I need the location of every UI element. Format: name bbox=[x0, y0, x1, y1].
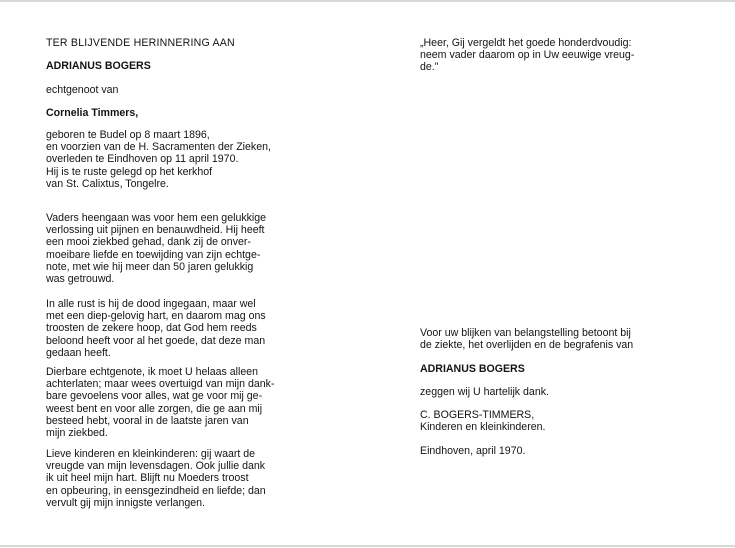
paragraph-line: verlossing uit pijnen en benauwdheid. Hij heeft bbox=[46, 224, 265, 237]
paragraph-line: vervult gij mijn innigste verlangen. bbox=[46, 496, 205, 509]
paragraph-line: ik uit heel mijn hart. Blijft nu Moeders troost bbox=[46, 472, 249, 485]
bio-block bbox=[46, 129, 271, 190]
paragraph-line: bare gevoelens voor alles, wat ge voor mij ge- bbox=[46, 390, 263, 403]
quote-line: neem vader daarom op in Uw eeuwige vreug- bbox=[420, 49, 635, 62]
paragraph-4 bbox=[46, 448, 266, 509]
paragraph-line: mijn ziekbed. bbox=[46, 427, 108, 440]
deceased-name: ADRIANUS BOGERS bbox=[46, 60, 151, 72]
bio-line: van St. Calixtus, Tongelre. bbox=[46, 177, 169, 190]
deceased-name-right: ADRIANUS BOGERS bbox=[420, 363, 525, 375]
thanks-intro-line: Voor uw blijken van belangstelling betoont bij bbox=[420, 327, 631, 339]
signature-line: C. BOGERS-TIMMERS, bbox=[420, 409, 535, 421]
paragraph-1 bbox=[46, 212, 266, 285]
paragraph-line: was getrouwd. bbox=[46, 273, 115, 286]
place-date: Eindhoven, april 1970. bbox=[420, 445, 526, 457]
paragraph-line: met een diep-gelovig hart, en daarom mag ons bbox=[46, 310, 266, 323]
paragraph-line: beloond heeft voor al het goede, dat deze man bbox=[46, 334, 266, 347]
quote-line: de." bbox=[420, 61, 439, 74]
thanks-text: zeggen wij U hartelijk dank. bbox=[420, 386, 549, 398]
spouse-name: Cornelia Timmers, bbox=[46, 107, 139, 119]
paragraph-line: In alle rust is hij de dood ingegaan, maar wel bbox=[46, 298, 256, 310]
card-bottom-edge bbox=[0, 545, 735, 547]
bio-line: overleden te Eindhoven op 11 april 1970. bbox=[46, 153, 239, 166]
paragraph-line: note, met wie hij meer dan 50 jaren gelukkig bbox=[46, 260, 254, 273]
heading: TER BLIJVENDE HERINNERING AAN bbox=[46, 37, 235, 49]
paragraph-line: Lieve kinderen en kleinkinderen: gij waart de bbox=[46, 448, 256, 460]
paragraph-line: moeibare liefde en toewijding van zijn echtge- bbox=[46, 248, 261, 261]
paragraph-line: troosten de zekere hoop, dat God hem reeds bbox=[46, 322, 257, 335]
paragraph-line: achterlaten; maar wees overtuigd van mijn dank- bbox=[46, 378, 275, 391]
thanks-intro bbox=[420, 327, 633, 351]
signature-line: Kinderen en kleinkinderen. bbox=[420, 421, 546, 434]
paragraph-line: weest bent en voor alle zorgen, die ge aan mij bbox=[46, 402, 263, 415]
paragraph-line: Dierbare echtgenote, ik moet U helaas alleen bbox=[46, 366, 258, 378]
relation-text: echtgenoot van bbox=[46, 84, 119, 96]
paragraph-line: Vaders heengaan was voor hem een gelukkige bbox=[46, 212, 267, 224]
paragraph-line: besteed hebt, vooral in de laatste jaren van bbox=[46, 414, 249, 427]
quote-line: „Heer, Gij vergeldt het goede honderdvoudig: bbox=[420, 37, 632, 49]
paragraph-2 bbox=[46, 298, 266, 359]
signature-block bbox=[420, 409, 545, 433]
thanks-intro-line: de ziekte, het overlijden en de begrafenis van bbox=[420, 339, 634, 352]
paragraph-line: vreugde van mijn levensdagen. Ook jullie dank bbox=[46, 460, 266, 473]
card-top-edge bbox=[0, 0, 735, 2]
bio-line: Hij is te ruste gelegd op het kerkhof bbox=[46, 165, 213, 178]
quote-block bbox=[420, 37, 634, 74]
paragraph-line: een mooi ziekbed gehad, dank zij de onver- bbox=[46, 236, 251, 249]
bio-line: en voorzien van de H. Sacramenten der Zieken, bbox=[46, 141, 271, 154]
paragraph-line: gedaan heeft. bbox=[46, 346, 111, 359]
paragraph-3 bbox=[46, 366, 274, 439]
bio-line: geboren te Budel op 8 maart 1896, bbox=[46, 129, 210, 141]
paragraph-line: en opbeuring, in eensgezindheid en liefde; dan bbox=[46, 484, 266, 497]
